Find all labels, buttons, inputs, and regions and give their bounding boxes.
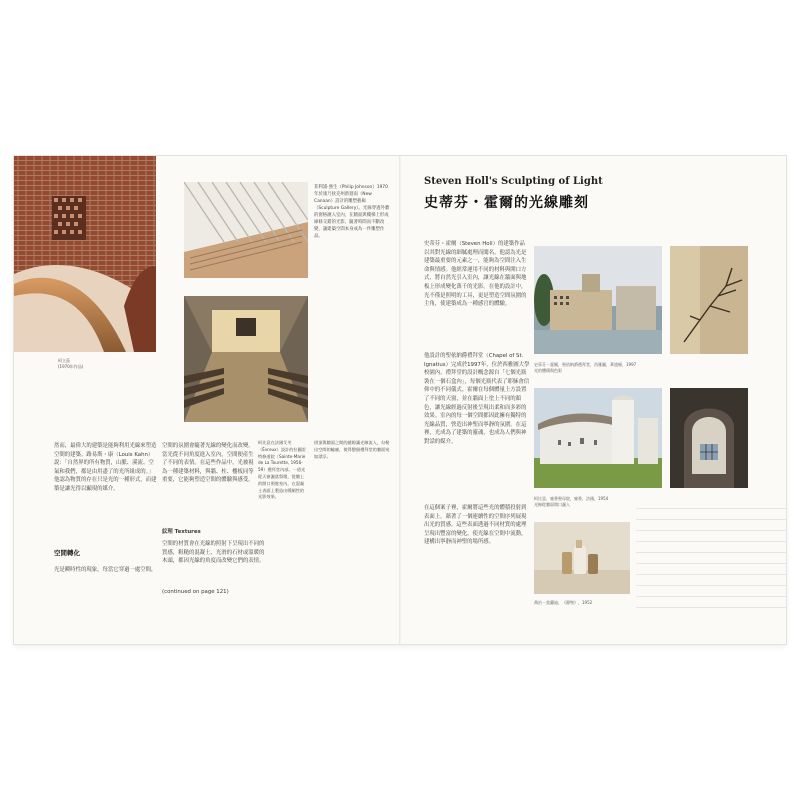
caption-sculpture-gallery: 菲利浦·強生（Philip Johnson）1970年於康乃狄克州新迦南（New Canaan）設計的雕塑藝廊（Sculpture Gallery）。光線穿過外牆的窗格灑入室內，在牆面與樓梯上形成線條交錯的光影，隨著時間而不斷改變，讓建築空間本身成為一件雕塑作品。 — [314, 185, 390, 239]
photo-brick-library — [14, 156, 156, 352]
photo-caption-3: 喬治・莫蘭迪，《靜物》，1952 — [534, 600, 593, 605]
photo-morandi-still-life — [534, 522, 630, 594]
left-col1-paragraph: 然而，最偉大的建築是能夠利用光線來塑造空間的建築。路易斯・康（Louis Kahn）說：「自然界的所有物質，山脈、溪流、空氣和我們，都是由用盡了的光所組成的。」他認為物質的存在只是光的一種形式，而建築是讓光得以顯現的媒介。 — [54, 443, 157, 492]
left-col2-paragraph: 空間的氛圍會隨著光線的變化而改變。當光從不同角度進入室內，空間便產生了不同的表情。在這些作品中，光被視為一種建築材料，與牆、柱、樓板同等重要，它能夠塑造空間的體驗與感受。 — [162, 443, 254, 484]
right-paragraph-2: 他設計的聖依納爵禮拜堂（Chapel of St. Ignatius）完成於1997年，位於西雅圖大學校園內。禮拜堂的設計概念源自「七個光瓶裝在一個石盒內」，每個光瓶代表了耶穌會信仰中的不同儀式。霍爾在每個體量上方設置了不同的天窗，並在牆面上塗上不同的顏色，讓光線經過反射後呈現出柔和而多彩的效果。室內的每一個空間都因此擁有獨特的光線品質，營造出神聖而寧靜的氛圍。在這裡，光成為了建築的靈魂，也成為人們與神對話的媒介。 — [424, 353, 530, 445]
caption-library-b: (1970年作品) — [58, 364, 84, 369]
caption-church-b: 拱頂與牆面之間的縫隙讓光線流入，勾勒出空間的輪廓，使得整個禮拜堂的牆面宛如漂浮。 — [314, 440, 390, 459]
photo-caption-1b-text: 光的體積與色彩 — [534, 368, 562, 373]
photo-caption-2b-text: 光線從牆面開口灑入 — [534, 502, 570, 507]
book-gutter — [399, 156, 401, 644]
title-zh: 史蒂芬・霍爾的光線雕刻 — [424, 195, 589, 211]
photo-caption-2-text: 柯比意，廊香聖母院，廊香，法國，1954 — [534, 496, 609, 501]
ruled-lines — [636, 498, 786, 608]
photo-caption-1-text: 史蒂芬・霍爾，聖依納爵禮拜堂，西雅圖，華盛頓，1997 — [534, 362, 637, 367]
photo-ronchamp — [534, 388, 662, 488]
photo-sculpture-gallery — [184, 182, 308, 278]
photo-branch-wall — [670, 246, 748, 354]
left-col1-bottom: 光是瞬時性的現象，每當它穿過一處空間， — [54, 567, 157, 573]
left-col2-bottom: 空間的材質會在光線的照射下呈現出不同的質感，粗糙的混凝土、光滑的石材或溫暖的木頭，都因光線的角度而改變它們的表情。 — [162, 541, 265, 565]
caption-library-a: 柯立茲 — [58, 358, 70, 363]
photo-caption-1 — [534, 362, 674, 374]
continued-note: (continued on page 121) — [162, 589, 229, 595]
photo-church-interior — [184, 296, 308, 422]
right-paragraph-3: 在這個案子裡，霍爾將這些光的體積投射到表面上，藉著了一個連續性的空間序列展現出光的質感。這些表面透過不同材質的處理呈現出豐富的變化，使光線在空間中流動，建構出寧靜而神聖的場所感。 — [424, 505, 527, 546]
caption-church: 柯比意在法國艾芙（Évreux）設計的拉圖雷特修道院（Sainte-Marie de La Tourette, 1956-59）禮拜堂內部。一道光從天窗灑落祭壇，從牆上的開口照進室內，在混凝土表面上製造出戲劇性的光影效果。 — [258, 440, 306, 500]
section-heading-textures: 紋理 Textures — [162, 529, 201, 535]
caption-library — [58, 358, 104, 370]
photo-chapel-exterior — [534, 246, 662, 354]
photo-arched-window — [670, 388, 748, 488]
title-en: Steven Holl's Sculpting of Light — [424, 176, 603, 187]
section-heading-space: 空間轉化 — [54, 549, 80, 557]
right-paragraph-1: 史蒂芬・霍爾（Steven Holl）的建築作品以其對光線的細膩處理而聞名。他認為光是建築最重要的元素之一，能夠為空間注入生命與情感。他經常運用不同的材料與開口方式，將自然光引入室內，讓光線在牆面與地板上形成變化萬千的光影。在他的設計中，光不僅是照明的工具，更是塑造空間氛圍的主角，使建築成為一種感官的體驗。 — [424, 241, 527, 308]
